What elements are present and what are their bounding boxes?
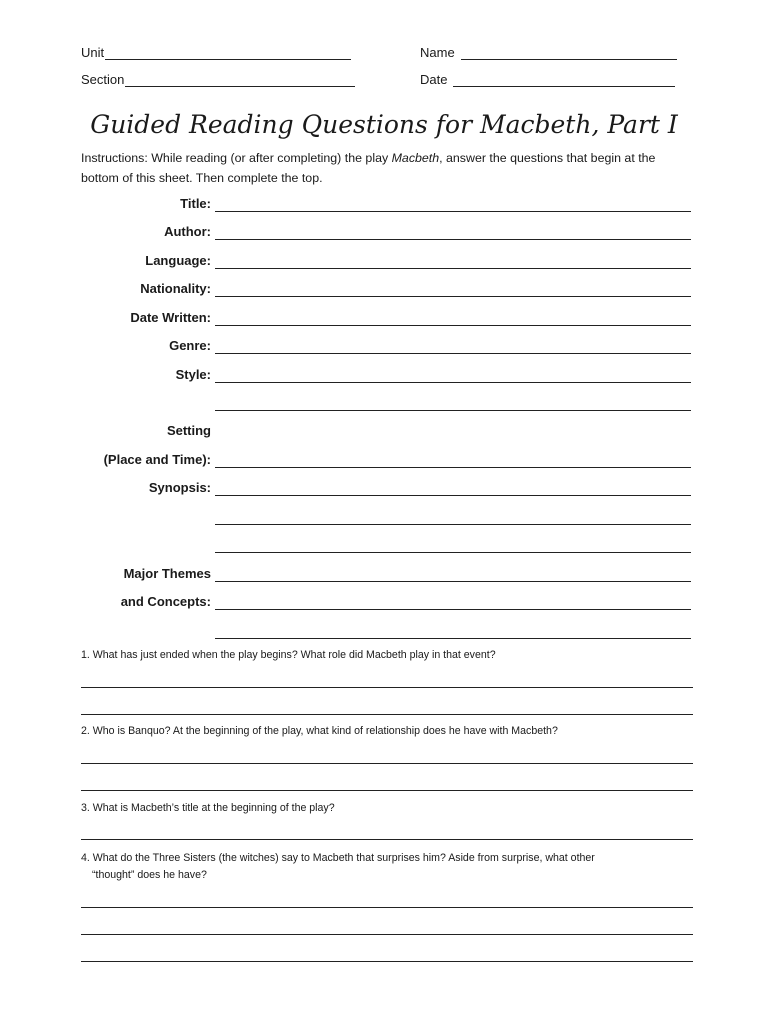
answer-line-genre[interactable] [215, 353, 691, 354]
question-3-answer-line-1[interactable] [81, 839, 693, 840]
answer-line-synopsis[interactable] [215, 495, 691, 496]
question-2-answer-line-1[interactable] [81, 763, 693, 764]
unit-label: Unit [81, 45, 105, 60]
field-label-major-themes: Major Themes [123, 566, 211, 581]
name-field[interactable] [420, 45, 677, 60]
answer-line-date-written[interactable] [215, 325, 691, 326]
field-label-author: Author: [164, 224, 211, 239]
question-4-answer-line-2[interactable] [81, 934, 693, 935]
question-4-answer-line-3[interactable] [81, 961, 693, 962]
name-label: Name [420, 45, 455, 60]
page-title: Guided Reading Questions for Macbeth, Part I [90, 110, 678, 139]
answer-line-language[interactable] [215, 268, 691, 269]
name-blank[interactable] [461, 46, 677, 60]
field-label-date-written: Date Written: [130, 310, 211, 325]
instructions-before: Instructions: While reading (or after completing) the play [81, 151, 392, 165]
instructions [81, 148, 696, 188]
field-label-style: Style: [175, 367, 211, 382]
date-label: Date [420, 72, 448, 87]
question-2: 2. Who is Banquo? At the beginning of the play, what kind of relationship does he have with Macbeth? [81, 725, 558, 737]
section-label: Section [81, 72, 125, 87]
unit-field[interactable] [81, 45, 351, 60]
answer-line-concepts-2[interactable] [215, 638, 691, 639]
field-label-setting: Setting [166, 423, 211, 438]
section-field[interactable] [81, 72, 355, 87]
field-label-synopsis: Synopsis: [148, 480, 211, 495]
section-blank[interactable] [125, 73, 355, 87]
question-4-continued: “thought” does he have? [92, 869, 207, 881]
answer-line-synopsis-3[interactable] [215, 552, 691, 553]
answer-line-author[interactable] [215, 239, 691, 240]
question-3: 3. What is Macbeth’s title at the beginning of the play? [81, 802, 335, 814]
question-4: 4. What do the Three Sisters (the witches) say to Macbeth that surprises him? Aside from surprise, what other [81, 852, 595, 864]
field-label-nationality: Nationality: [140, 281, 211, 296]
question-1-answer-line-2[interactable] [81, 714, 693, 715]
answer-line-style[interactable] [215, 382, 691, 383]
unit-blank[interactable] [105, 46, 351, 60]
answer-line-style-2[interactable] [215, 410, 691, 411]
answer-line-major-themes[interactable] [215, 581, 691, 582]
answer-line-nationality[interactable] [215, 296, 691, 297]
field-label-language: Language: [145, 253, 211, 268]
field-label-place-time: (Place and Time): [103, 452, 211, 467]
question-1: 1. What has just ended when the play begins? What role did Macbeth play in that event? [81, 649, 496, 661]
question-4-answer-line-1[interactable] [81, 907, 693, 908]
answer-line-synopsis-2[interactable] [215, 524, 691, 525]
date-blank[interactable] [453, 73, 675, 87]
instructions-play-title: Macbeth [391, 151, 440, 165]
answer-line-title[interactable] [215, 211, 691, 212]
answer-line-concepts[interactable] [215, 609, 691, 610]
answer-line-setting[interactable] [215, 467, 691, 468]
field-label-title: Title: [180, 196, 211, 211]
question-1-answer-line-1[interactable] [81, 687, 693, 688]
field-label-genre: Genre: [169, 338, 211, 353]
question-2-answer-line-2[interactable] [81, 790, 693, 791]
instructions-after: , answer the questions that begin at the bottom of this sheet. Then complete the top. [81, 151, 656, 185]
date-field[interactable] [420, 72, 675, 87]
field-label-and-concepts: and Concepts: [120, 594, 211, 609]
